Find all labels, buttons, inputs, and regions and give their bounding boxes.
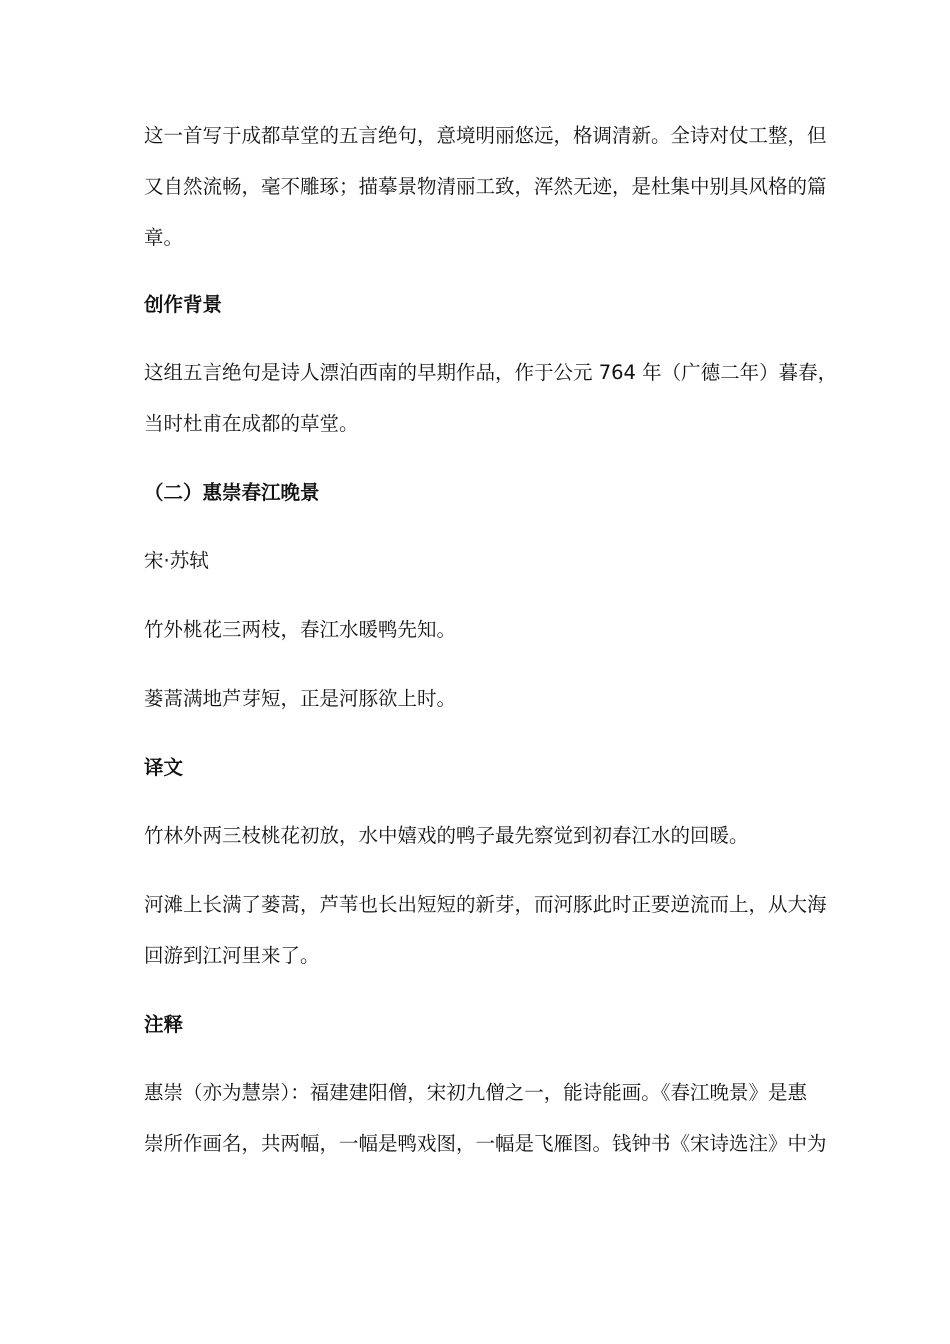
intro-line-3: 章。 xyxy=(144,226,184,249)
intro-line-2: 又自然流畅，毫不雕琢；描摹景物清丽工致，浑然无迹，是杜集中别具风格的篇 xyxy=(144,175,827,198)
notes-line-2: 崇所作画名，共两幅，一幅是鸭戏图，一幅是飞雁图。钱钟书《宋诗选注》中为 xyxy=(144,1132,827,1155)
background-line-1: 这组五言绝句是诗人漂泊西南的早期作品，作于公元 764 年（广德二年）暮春， xyxy=(144,361,838,384)
intro-line-1: 这一首写于成都草堂的五言绝句，意境明丽悠远，格调清新。全诗对仗工整，但 xyxy=(144,124,827,147)
background-heading: 创作背景 xyxy=(144,293,223,316)
notes-paragraph xyxy=(144,1067,827,1169)
translation-p2-line-2: 回游到江河里来了。 xyxy=(144,944,320,967)
notes-heading: 注释 xyxy=(144,1013,184,1036)
translation-p2-line-1: 河滩上长满了蒌蒿，芦苇也长出短短的新芽，而河豚此时正要逆流而上，从大海 xyxy=(144,893,827,916)
poem-line-2: 蒌蒿满地芦芽短，正是河豚欲上时。 xyxy=(144,687,457,710)
poem-author: 宋·苏轼 xyxy=(144,549,209,572)
translation-heading: 译文 xyxy=(144,756,184,779)
poem-line-1: 竹外桃花三两枝，春江水暖鸭先知。 xyxy=(144,618,457,641)
background-line-2: 当时杜甫在成都的草堂。 xyxy=(144,412,359,435)
poem-title: （二）惠崇春江晚景 xyxy=(144,481,320,504)
intro-paragraph xyxy=(144,110,827,263)
translation-paragraph-2 xyxy=(144,879,827,981)
notes-line-1: 惠崇（亦为慧崇）：福建建阳僧，宋初九僧之一，能诗能画。《春江晚景》是惠 xyxy=(144,1081,808,1104)
background-paragraph xyxy=(144,347,838,449)
translation-paragraph-1: 竹林外两三枝桃花初放，水中嬉戏的鸭子最先察觉到初春江水的回暖。 xyxy=(144,824,749,847)
